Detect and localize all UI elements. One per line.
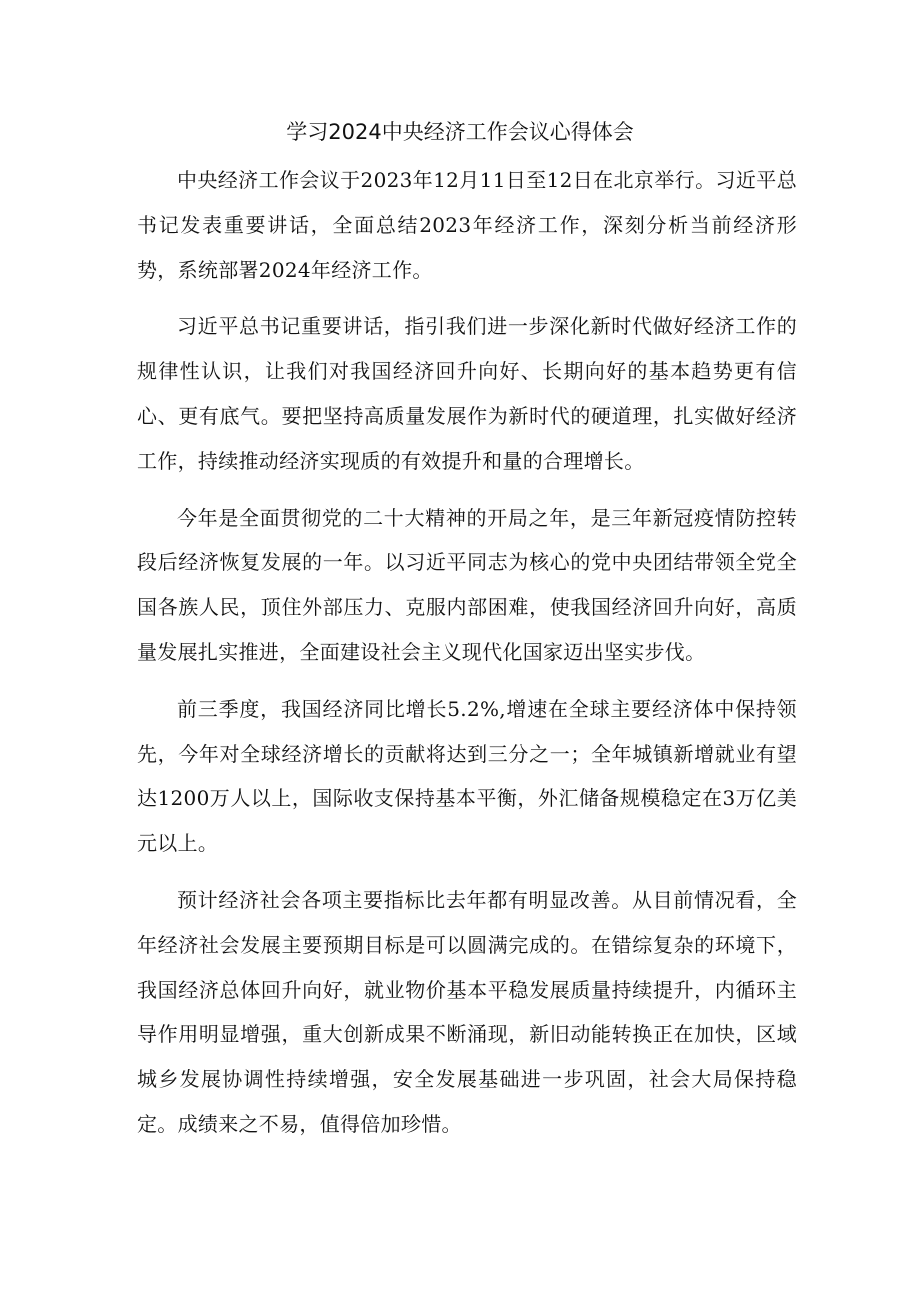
document-title: 学习2024中央经济工作会议心得体会 xyxy=(286,120,634,144)
paragraph-5: 预计经济社会各项主要指标比去年都有明显改善。从目前情况看，全年经济社会发展主要预期目标是可以圆满完成的。在错综复杂的环境下，我国经济总体回升向好，就业物价基本平稳发展质量持续提升，内循环主导作用明显增强，重大创新成果不断涌现，新旧动能转换正在加快，区域城乡发展协调性持续增强，安全发展基础进一步巩固，社会大局保持稳定。成绩来之不易，值得倍加珍惜。 xyxy=(137,887,797,1136)
paragraph-4: 前三季度，我国经济同比增长5.2%,增速在全球主要经济体中保持领先，今年对全球经济增长的贡献将达到三分之一；全年城镇新增就业有望达1200万人以上，国际收支保持基本平衡，外汇储备规模稳定在3万亿美元以上。 xyxy=(137,696,797,856)
paragraph-1: 中央经济工作会议于2023年12月11日至12日在北京举行。习近平总书记发表重要讲话，全面总结2023年经济工作，深刻分析当前经济形势，系统部署2024年经济工作。 xyxy=(137,168,797,282)
document-body xyxy=(137,158,797,1159)
paragraph-2: 习近平总书记重要讲话，指引我们进一步深化新时代做好经济工作的规律性认识，让我们对我国经济回升向好、长期向好的基本趋势更有信心、更有底气。要把坚持高质量发展作为新时代的硬道理，扎实做好经济工作，持续推动经济实现质的有效提升和量的合理增长。 xyxy=(137,314,797,473)
paragraph-3: 今年是全面贯彻党的二十大精神的开局之年，是三年新冠疫情防控转段后经济恢复发展的一年。以习近平同志为核心的党中央团结带领全党全国各族人民，顶住外部压力、克服内部困难，使我国经济回升向好，高质量发展扎实推进，全面建设社会主义现代化国家迈出坚实步伐。 xyxy=(137,505,797,664)
